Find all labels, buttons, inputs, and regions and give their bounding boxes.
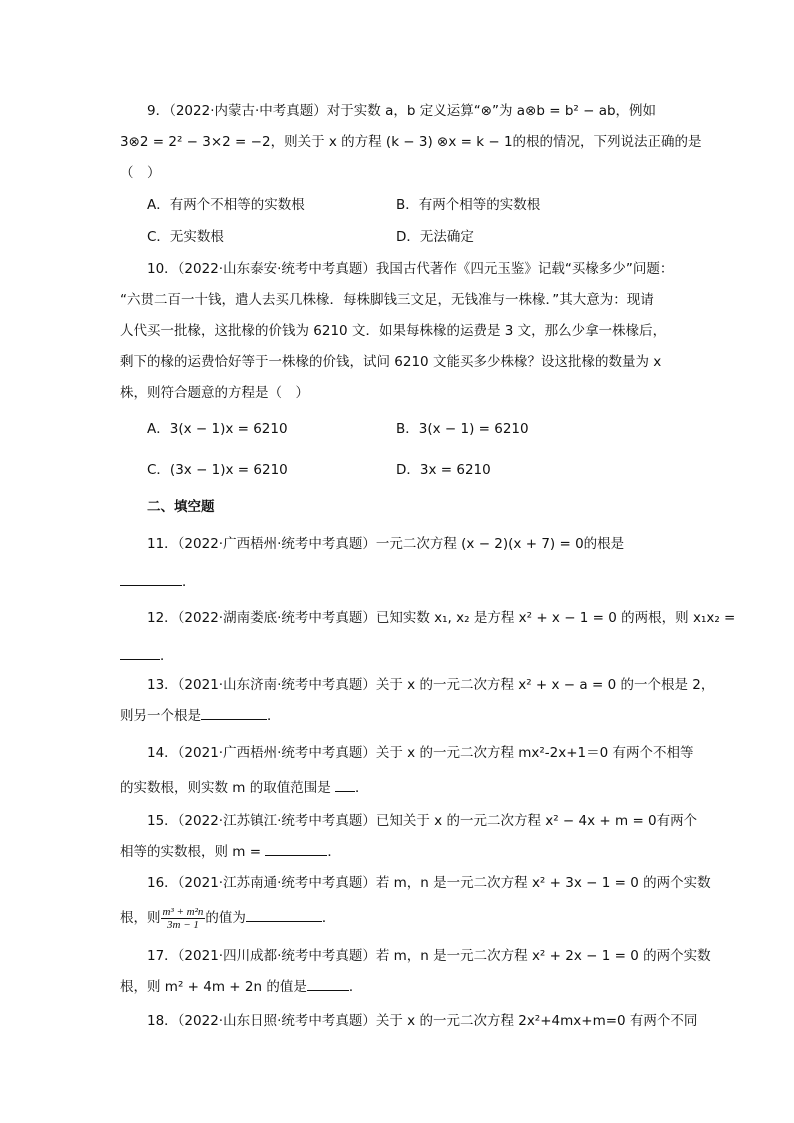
q10-line3: 人代买一批椽，这批椽的价钱为 6210 文．如果每株椽的运费是 3 文，那么少拿一株椽后， bbox=[120, 323, 667, 339]
q10-option-a: A．3(x − 1)x = 6210 bbox=[147, 421, 288, 437]
q15-line2-end: ． bbox=[327, 844, 341, 860]
q13-line1: 13．（2021·山东济南·统考中考真题）关于 x 的一元二次方程 x² + x − a = 0 的一个根是 2， bbox=[147, 677, 715, 693]
q12-line2-end: ． bbox=[160, 648, 174, 664]
q11-line1: 11．（2022·广西梧州·统考中考真题）一元二次方程 (x − 2)(x + 7) = 0的根是 bbox=[147, 536, 625, 552]
q9-option-c: C．无实数根 bbox=[147, 229, 224, 245]
q18-line1: 18．（2022·山东日照·统考中考真题）关于 x 的一元二次方程 2x²+4mx+m=0 有两个不同 bbox=[147, 1013, 698, 1029]
q13-line2-end: ． bbox=[267, 708, 281, 724]
q16-line2-post: 的值为 bbox=[205, 910, 246, 926]
q14-line1: 14．（2021·广西梧州·统考中考真题）关于 x 的一元二次方程 mx²-2x+1＝0 有两个不相等 bbox=[147, 745, 694, 761]
q16-answer-blank bbox=[246, 907, 322, 922]
q10-option-c: C．(3x − 1)x = 6210 bbox=[147, 462, 288, 478]
q15-line1: 15．（2022·江苏镇江·统考中考真题）已知关于 x 的一元二次方程 x² − 4x + m = 0有两个 bbox=[147, 813, 698, 829]
q17-line2-text: 根，则 m² + 4m + 2n 的值是 bbox=[120, 979, 307, 995]
q16-line2-end: ． bbox=[321, 910, 336, 926]
q9-line2: 3⊗2 = 2² − 3×2 = −2，则关于 x 的方程 (k − 3) ⊗x = k − 1的根的情况，下列说法正确的是 bbox=[120, 134, 702, 150]
q9-option-d: D．无法确定 bbox=[396, 229, 474, 245]
q14-line2-text: 的实数根，则实数 m 的取值范围是 bbox=[120, 780, 331, 796]
q17-answer-blank bbox=[307, 976, 349, 991]
q15-line2-text: 相等的实数根，则 m = bbox=[120, 844, 262, 860]
section-heading-fill-in: 二、填空题 bbox=[147, 499, 215, 515]
q12-line2 bbox=[120, 645, 174, 666]
q12-answer-blank bbox=[120, 645, 160, 660]
q10-option-b: B．3(x − 1) = 6210 bbox=[396, 421, 529, 437]
q12-line1: 12．（2022·湖南娄底·统考中考真题）已知实数 x₁, x₂ 是方程 x² + x − 1 = 0 的两根，则 x₁x₂ = bbox=[147, 610, 736, 626]
q16-fraction bbox=[161, 906, 206, 931]
q16-line2 bbox=[120, 904, 335, 932]
q10-line4: 剩下的椽的运费恰好等于一株椽的价钱，试问 6210 文能买多少株椽？设这批椽的数量为 x bbox=[120, 354, 662, 370]
q10-option-d: D．3x = 6210 bbox=[396, 462, 491, 478]
q13-line2 bbox=[120, 705, 281, 726]
q16-line2-pre: 根，则 bbox=[120, 910, 161, 926]
q14-line2 bbox=[120, 777, 369, 798]
q15-answer-blank bbox=[265, 841, 327, 856]
q14-line2-end: ． bbox=[355, 780, 369, 796]
q17-line1: 17．（2021·四川成都·统考中考真题）若 m，n 是一元二次方程 x² + 2x − 1 = 0 的两个实数 bbox=[147, 948, 711, 964]
q17-line2 bbox=[120, 976, 362, 997]
q10-line2: “六贯二百一十钱，遣人去买几株椽．每株脚钱三文足，无钱准与一株椽．”其大意为：现请 bbox=[120, 292, 654, 308]
q16-fraction-numerator: m³ + m²n bbox=[162, 905, 204, 918]
q16-fraction-denominator: 3m − 1 bbox=[167, 918, 199, 931]
q10-line5: 株，则符合题意的方程是（ ） bbox=[120, 385, 309, 401]
q17-line2-end: ． bbox=[348, 979, 363, 995]
q11-line2 bbox=[120, 571, 196, 592]
q13-answer-blank bbox=[201, 705, 267, 720]
q11-line2-end: ． bbox=[182, 574, 196, 590]
q16-line1: 16．（2021·江苏南通·统考中考真题）若 m，n 是一元二次方程 x² + 3x − 1 = 0 的两个实数 bbox=[147, 875, 711, 891]
q10-line1: 10．（2022·山东泰安·统考中考真题）我国古代著作《四元玉鉴》记载“买椽多少”问题： bbox=[147, 261, 674, 277]
q15-line2 bbox=[120, 841, 341, 862]
q9-line1: 9．（2022·内蒙古·中考真题）对于实数 a，b 定义运算“⊗”为 a⊗b = b² − ab，例如 bbox=[147, 103, 657, 119]
q9-option-b: B．有两个相等的实数根 bbox=[396, 197, 541, 213]
q11-answer-blank bbox=[120, 571, 182, 586]
q9-line3: （ ） bbox=[120, 165, 161, 181]
q13-line2-text: 则另一个根是 bbox=[120, 708, 201, 724]
q14-answer-blank bbox=[335, 777, 355, 792]
q9-option-a: A．有两个不相等的实数根 bbox=[147, 197, 305, 213]
